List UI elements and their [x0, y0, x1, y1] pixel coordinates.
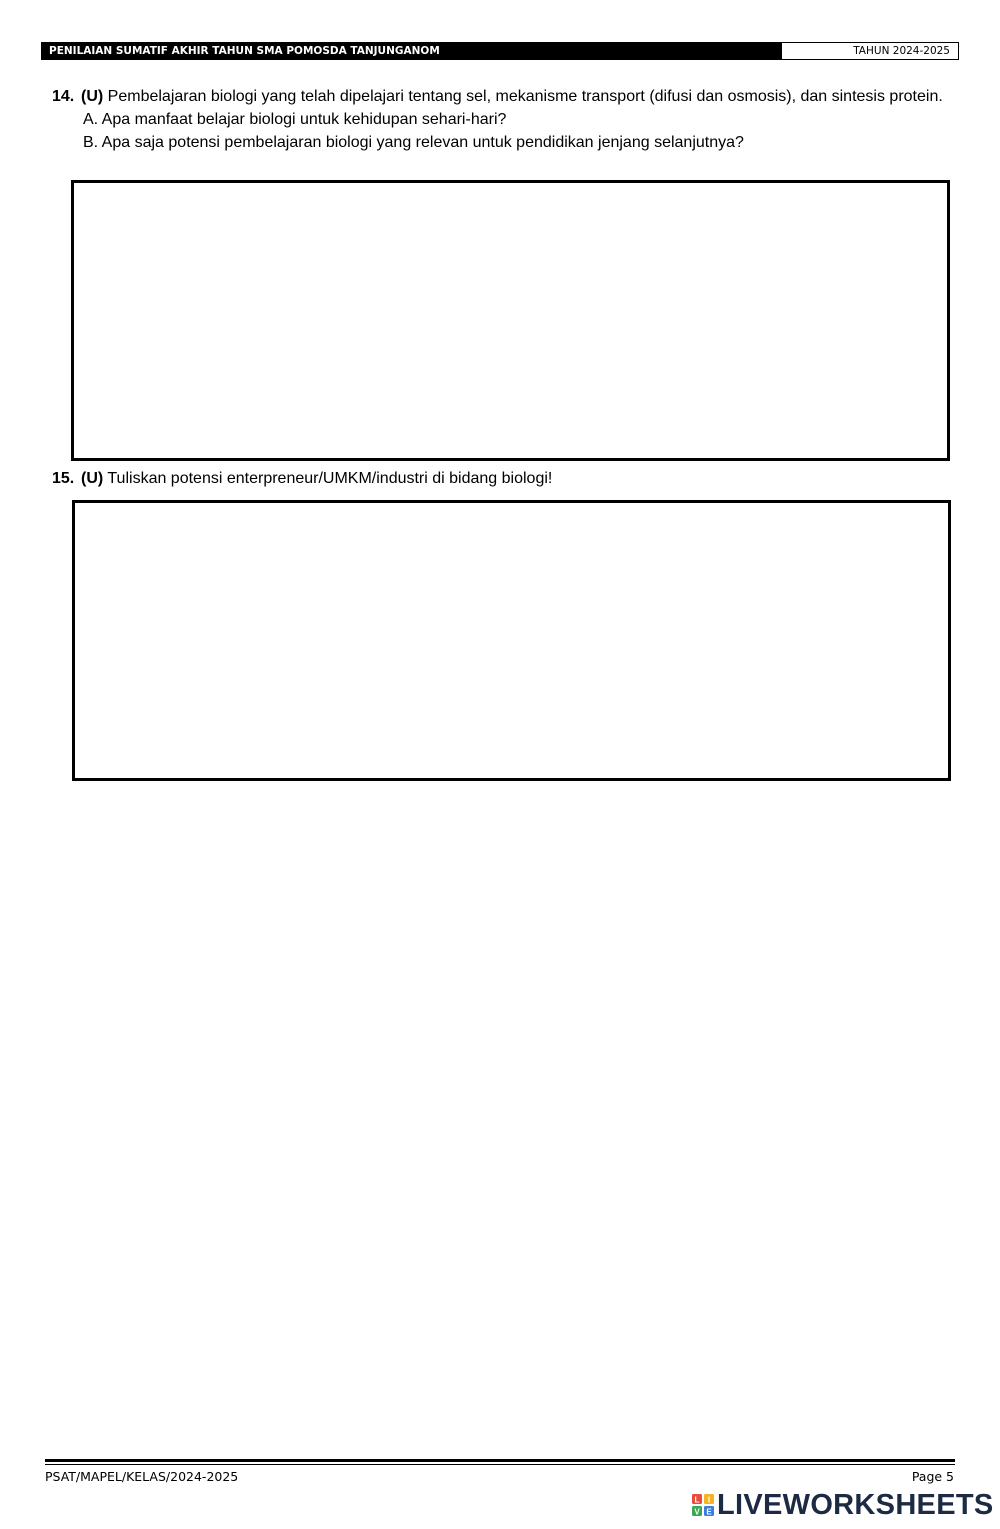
- logo-text: LIVEWORKSHEETS: [717, 1489, 994, 1521]
- question-15: [52, 467, 954, 490]
- header-year: TAHUN 2024-2025: [781, 42, 959, 60]
- footer-divider: [45, 1459, 955, 1462]
- liveworksheets-logo[interactable]: [692, 1488, 994, 1522]
- sub-question-a: A. Apa manfaat belajar biologi untuk kehidupan sehari-hari?: [83, 111, 507, 128]
- mark-letter-e: E: [706, 1507, 712, 1517]
- footer-divider-thin: [45, 1464, 955, 1465]
- question-body: Tuliskan potensi enterpreneur/UMKM/industri di bidang biologi!: [107, 470, 553, 487]
- answer-box-15[interactable]: [72, 500, 951, 781]
- footer-code: PSAT/MAPEL/KELAS/2024-2025: [45, 1469, 239, 1484]
- question-tag: (U): [81, 470, 104, 487]
- question-14: [52, 85, 954, 154]
- header-title: PENILAIAN SUMATIF AKHIR TAHUN SMA POMOSDA TANJUNGANOM: [41, 42, 781, 60]
- page-number: Page 5: [911, 1469, 954, 1484]
- sub-question-b: B. Apa saja potensi pembelajaran biologi yang relevan untuk pendidikan jenjang selanjutnya?: [83, 134, 744, 151]
- mark-letter-v: V: [694, 1507, 700, 1517]
- question-body: Pembelajaran biologi yang telah dipelajari tentang sel, mekanisme transport (difusi dan osmosis), dan sintesis protein.: [107, 88, 943, 105]
- question-text: [81, 85, 954, 108]
- document-header: [41, 42, 959, 60]
- answer-box-14[interactable]: [71, 180, 950, 461]
- liveworksheets-mark-icon: [692, 1493, 714, 1517]
- mark-letter-l: L: [694, 1495, 700, 1505]
- mark-letter-i: I: [707, 1495, 711, 1505]
- question-number: 15.: [52, 470, 75, 487]
- question-tag: (U): [81, 88, 104, 105]
- question-number: 14.: [52, 88, 75, 105]
- question-text: [81, 467, 954, 490]
